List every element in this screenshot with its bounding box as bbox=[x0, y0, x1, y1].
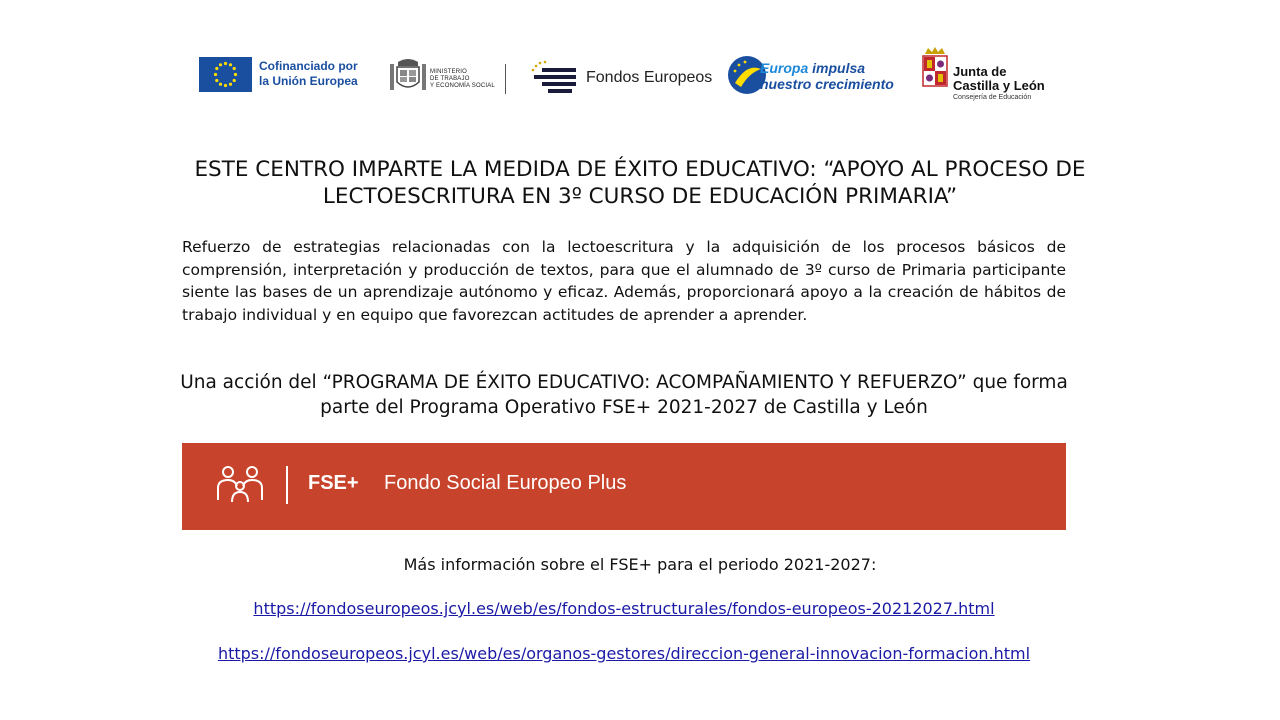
logo-divider bbox=[505, 64, 506, 94]
people-group-icon bbox=[213, 464, 267, 504]
consejeria-label: Consejería de Educación bbox=[953, 94, 1032, 101]
europa-impulsa-label bbox=[760, 60, 894, 92]
description-paragraph: Refuerzo de estrategias relacionadas con la lectoescritura y la adquisición de los procesos básicos de comprensión, interpretación y producción de textos, para que el alumnado de 3º curso de Primaria participante siente las bases de un aprendizaje autónomo y eficaz. Además, proporcionará apoyo a la creación de hábitos de trabajo individual y en equipo que favorezcan actitudes de aprender a aprender. bbox=[182, 238, 1066, 324]
link-direccion-general-innovacion[interactable]: https://fondoseuropeos.jcyl.es/web/es/organos-gestores/direccion-general-innovacion-formacion.html bbox=[217, 644, 1031, 663]
fse-tag: FSE+ bbox=[308, 472, 359, 494]
junta-line1: Junta de bbox=[953, 64, 1007, 79]
info-text: Más información sobre el FSE+ para el periodo 2021-2027: bbox=[403, 555, 877, 574]
banner-divider bbox=[286, 466, 288, 504]
europa-word: Europa bbox=[760, 60, 809, 76]
fondos-europeos-label: Fondos Europeos bbox=[586, 69, 713, 86]
junta-label bbox=[953, 65, 1045, 93]
link-fondos-europeos-20212027[interactable]: https://fondoseuropeos.jcyl.es/web/es/fondos-estructurales/fondos-europeos-20212027.html bbox=[253, 599, 995, 618]
eu-cofinancing-label bbox=[259, 59, 358, 89]
ministerio-line3: Y ECONOMÍA SOCIAL bbox=[430, 83, 495, 89]
eu-label-line2: la Unión Europea bbox=[259, 74, 358, 88]
fse-name: Fondo Social Europeo Plus bbox=[384, 472, 627, 494]
ministerio-line2: DE TRABAJO bbox=[430, 76, 470, 82]
junta-castilla-leon-shield-icon bbox=[920, 46, 950, 94]
eu-flag-icon bbox=[199, 57, 252, 92]
page-title: ESTE CENTRO IMPARTE LA MEDIDA DE ÉXITO EDUCATIVO: “APOYO AL PROCESO DE LECTOESCRITURA EN 3º CURSO DE EDUCACIÓN PRIMARIA” bbox=[194, 157, 1086, 209]
program-statement: Una acción del “PROGRAMA DE ÉXITO EDUCATIVO: ACOMPAÑAMIENTO Y REFUERZO” que forma parte del Programa Operativo FSE+ 2021-2027 de Castilla y León bbox=[180, 372, 1068, 418]
ministerio-label bbox=[430, 69, 495, 90]
eu-label-line1: Cofinanciado por bbox=[259, 59, 358, 73]
impulsa-word: impulsa bbox=[812, 60, 866, 76]
fondos-europeos-icon bbox=[530, 60, 580, 96]
ministerio-line1: MINISTERIO bbox=[430, 69, 468, 75]
junta-line2: Castilla y León bbox=[953, 78, 1045, 93]
europa-line2: nuestro crecimiento bbox=[760, 76, 894, 92]
